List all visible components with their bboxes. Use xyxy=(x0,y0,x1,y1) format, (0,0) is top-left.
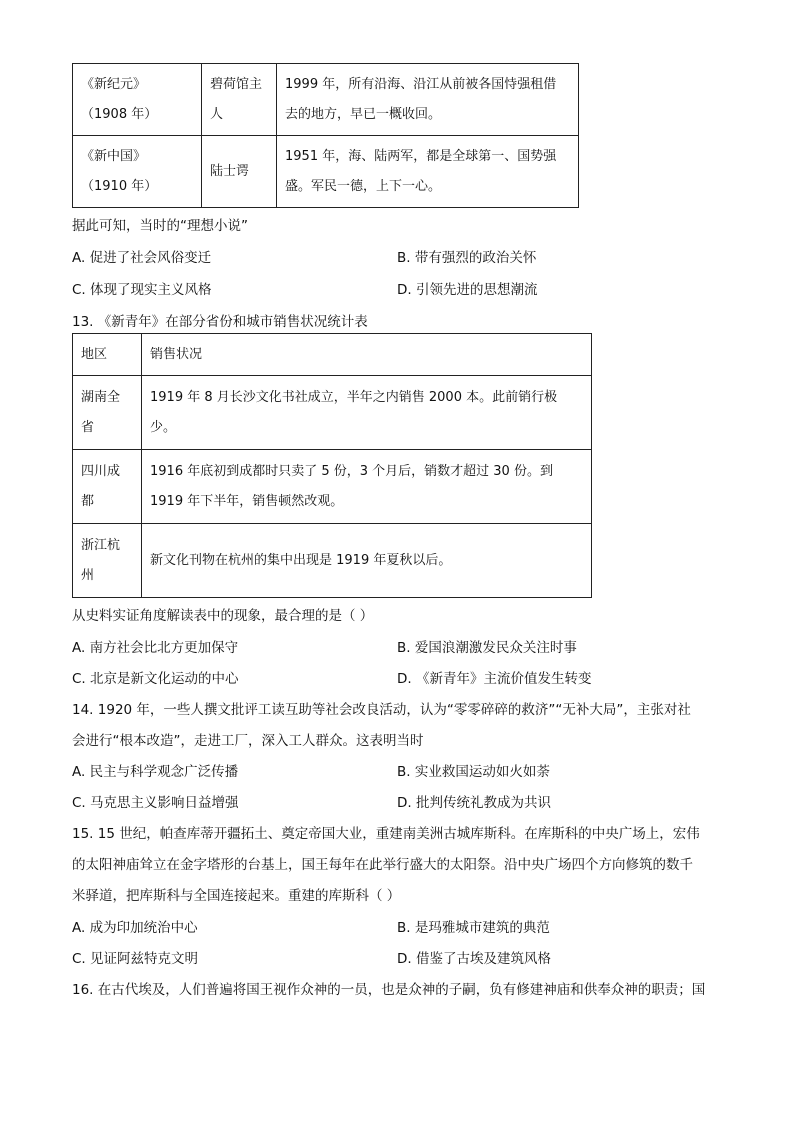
region-cell xyxy=(73,524,142,598)
q13-option-c[interactable]: C. 北京是新文化运动的中心 xyxy=(72,671,239,687)
novel-author-cell xyxy=(202,64,277,136)
q15-option-b[interactable]: B. 是玛雅城市建筑的典范 xyxy=(397,920,550,936)
region-name: 浙江杭 xyxy=(81,537,121,553)
region-name-cont: 都 xyxy=(81,493,95,509)
q14-option-c[interactable]: C. 马克思主义影响日益增强 xyxy=(72,795,239,811)
q12-option-b[interactable]: B. 带有强烈的政治关怀 xyxy=(397,250,537,266)
table-row xyxy=(73,376,592,450)
q12-option-d[interactable]: D. 引领先进的思想潮流 xyxy=(397,282,538,298)
table-row xyxy=(73,64,579,136)
novel-title-cell xyxy=(73,64,202,136)
q14-option-a[interactable]: A. 民主与科学观念广泛传播 xyxy=(72,764,239,780)
status-cell xyxy=(142,450,592,524)
novel-title: 《新中国》 xyxy=(81,148,147,164)
novel-author-cont: 人 xyxy=(210,106,224,122)
q14-stem-line-2: 会进行“根本改造”，走进工厂，深入工人群众。这表明当时 xyxy=(72,733,424,749)
q12-stem: 据此可知，当时的“理想小说” xyxy=(72,218,248,234)
region-name: 湖南全 xyxy=(81,389,121,405)
header-region-label: 地区 xyxy=(81,346,108,362)
status-line: 1916 年底初到成都时只卖了 5 份，3 个月后，销数才超过 30 份。到 xyxy=(150,463,553,479)
novel-author: 碧荷馆主 xyxy=(210,76,263,92)
header-status-label: 销售状况 xyxy=(150,346,203,362)
q15-option-d[interactable]: D. 借鉴了古埃及建筑风格 xyxy=(397,951,551,967)
q14-option-b[interactable]: B. 实业救国运动如火如荼 xyxy=(397,764,550,780)
q13-option-d[interactable]: D. 《新青年》主流价值发生转变 xyxy=(397,671,592,687)
novel-year: （1908 年） xyxy=(81,106,158,122)
q15-stem-line-2: 的太阳神庙耸立在金字塔形的台基上，国王每年在此举行盛大的太阳祭。沿中央广场四个方向修筑的数千 xyxy=(72,857,693,873)
region-name-cont: 州 xyxy=(81,567,95,583)
table-row xyxy=(73,524,592,598)
region-cell xyxy=(73,376,142,450)
status-line: 1919 年下半年，销售顿然改观。 xyxy=(150,493,344,509)
q12-option-c[interactable]: C. 体现了现实主义风格 xyxy=(72,282,212,298)
novel-table xyxy=(72,63,579,208)
table-header-row xyxy=(73,334,592,376)
q14-stem-line-1: 14. 1920 年，一些人撰文批评工读互助等社会改良活动，认为“零零碎碎的救济”“无补大局”，主张对社 xyxy=(72,702,691,718)
novel-content-line: 去的地方，早已一概收回。 xyxy=(285,106,442,122)
q15-stem-line-1: 15. 15 世纪，帕查库蒂开疆拓土、奠定帝国大业，重建南美洲古城库斯科。在库斯科的中央广场上，宏伟 xyxy=(72,826,700,842)
novel-author: 陆士谔 xyxy=(210,163,250,179)
table-row xyxy=(73,450,592,524)
header-region xyxy=(73,334,142,376)
header-status xyxy=(142,334,592,376)
q13-title: 13. 《新青年》在部分省份和城市销售状况统计表 xyxy=(72,314,368,330)
q14-option-d[interactable]: D. 批判传统礼教成为共识 xyxy=(397,795,551,811)
status-cell xyxy=(142,524,592,598)
novel-content-line: 盛。军民一德，上下一心。 xyxy=(285,178,442,194)
q15-stem-line-3: 米驿道，把库斯科与全国连接起来。重建的库斯科（ ） xyxy=(72,888,401,904)
novel-author-cell xyxy=(202,136,277,208)
novel-title: 《新纪元》 xyxy=(81,76,147,92)
region-name-cont: 省 xyxy=(81,419,95,435)
novel-content-line: 1951 年，海、陆两军，都是全球第一、国势强 xyxy=(285,148,557,164)
sales-table xyxy=(72,333,592,598)
region-name: 四川成 xyxy=(81,463,121,479)
status-cell xyxy=(142,376,592,450)
q12-option-a[interactable]: A. 促进了社会风俗变迁 xyxy=(72,250,212,266)
novel-content-cell xyxy=(277,64,579,136)
status-line: 新文化刊物在杭州的集中出现是 1919 年夏秋以后。 xyxy=(150,552,452,568)
novel-title-cell xyxy=(73,136,202,208)
region-cell xyxy=(73,450,142,524)
q15-option-a[interactable]: A. 成为印加统治中心 xyxy=(72,920,198,936)
novel-year: （1910 年） xyxy=(81,178,158,194)
table-row xyxy=(73,136,579,208)
q13-option-a[interactable]: A. 南方社会比北方更加保守 xyxy=(72,640,239,656)
status-line: 1919 年 8 月长沙文化书社成立，半年之内销售 2000 本。此前销行极 xyxy=(150,389,558,405)
novel-content-line: 1999 年，所有沿海、沿江从前被各国恃强租借 xyxy=(285,76,557,92)
q16-stem-line-1: 16. 在古代埃及，人们普遍将国王视作众神的一员，也是众神的子嗣，负有修建神庙和供奉众神的职责；国 xyxy=(72,982,706,998)
status-line: 少。 xyxy=(150,419,177,435)
q15-option-c[interactable]: C. 见证阿兹特克文明 xyxy=(72,951,199,967)
q13-stem: 从史料实证角度解读表中的现象，最合理的是（ ） xyxy=(72,608,374,624)
q13-option-b[interactable]: B. 爱国浪潮激发民众关注时事 xyxy=(397,640,577,656)
novel-content-cell xyxy=(277,136,579,208)
